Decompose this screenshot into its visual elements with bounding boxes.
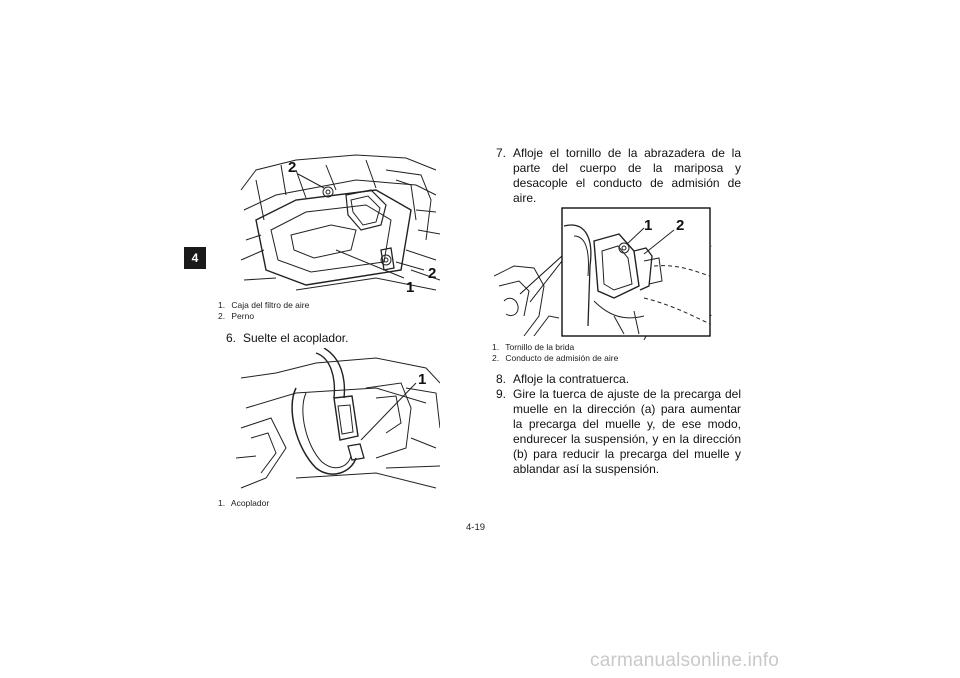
- callout-2-top: 2: [288, 159, 297, 176]
- callout-1: 1: [406, 279, 415, 296]
- step-9: 9. Gire la tuerca de ajuste de la precarga del muelle en la dirección (a) para aumentar la precarga del muelle y, de ese modo, endurecer la suspensión, y en la dirección (b) para reducir la precarga del muelle y ablandar así la suspensión.: [496, 387, 741, 476]
- callout-2: 2: [676, 217, 685, 234]
- figure1-caption: [218, 300, 418, 322]
- caption-item: 1. Acoplador: [218, 498, 270, 508]
- inset-frame: [562, 208, 710, 336]
- step-8: 8. Afloje la contratuerca.: [496, 372, 630, 386]
- caption-item: 2. Conducto de admisión de aire: [492, 353, 619, 363]
- callout-1: 1: [644, 217, 653, 234]
- caption-item: 2. Perno: [218, 311, 255, 321]
- watermark[interactable]: carmanualsonline.info: [590, 650, 780, 671]
- page-number: 4-19: [466, 522, 486, 533]
- figure3-caption: [492, 342, 722, 364]
- figure2-caption: [218, 498, 418, 509]
- figure-throttle-body-clamp: [494, 206, 712, 340]
- throttle-body-illustration: [494, 206, 712, 340]
- callout-2-right: 2: [428, 265, 437, 282]
- air-filter-case-illustration: [236, 150, 440, 298]
- step-6: 6. Suelte el acoplador.: [226, 331, 349, 345]
- caption-item: 1. Caja del filtro de aire: [218, 300, 310, 310]
- step-7: 7. Afloje el tornillo de la abrazadera de la parte del cuerpo de la mariposa y desacople el conducto de admisión de aire.: [496, 146, 741, 205]
- section-tab: 4: [184, 247, 206, 269]
- coupler-illustration: [236, 348, 440, 496]
- figure-air-filter-case: [236, 150, 440, 298]
- callout-1: 1: [418, 371, 427, 388]
- caption-item: 1. Tornillo de la brida: [492, 342, 575, 352]
- figure-coupler: [236, 348, 440, 496]
